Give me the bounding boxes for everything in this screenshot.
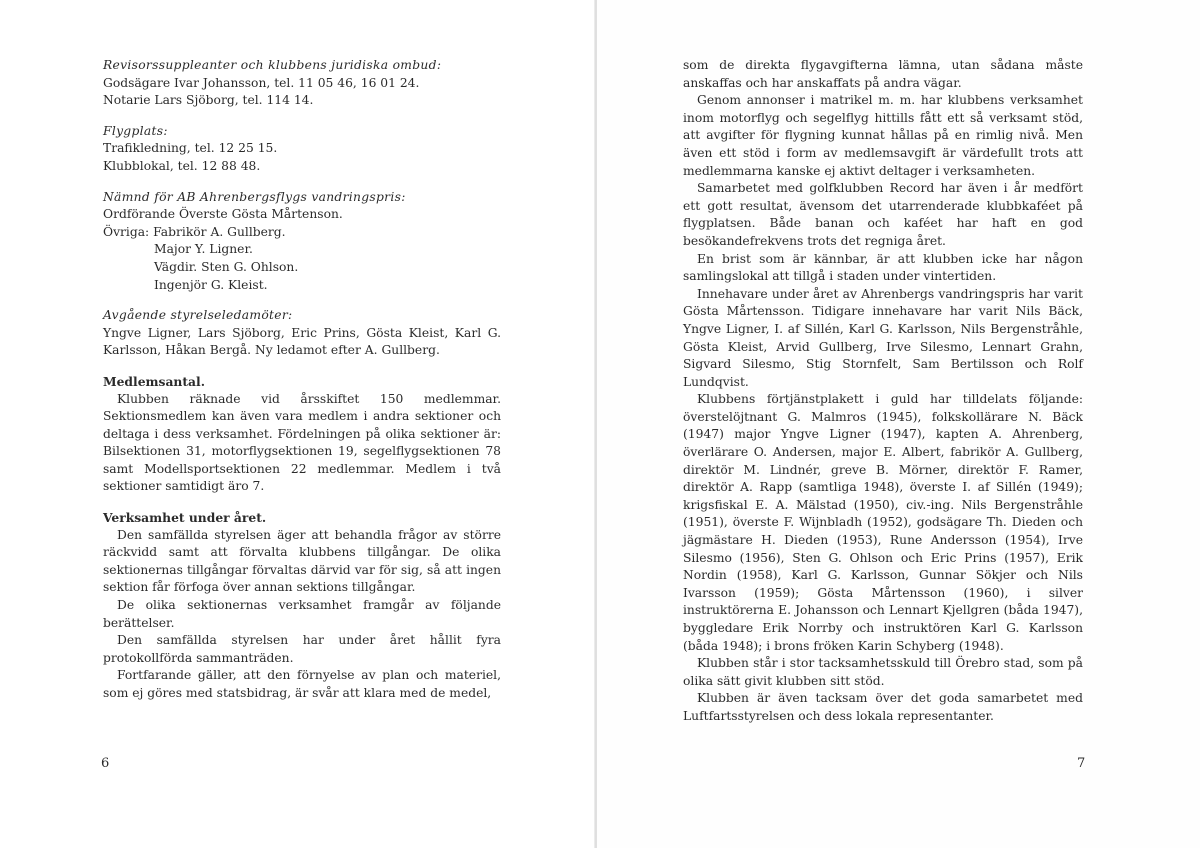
text-line: Ingenjör G. Kleist.: [154, 277, 268, 292]
text-line: Klubblokal, tel. 12 88 48.: [103, 158, 261, 173]
section-namnd: [103, 189, 501, 295]
text-line: Major Y. Ligner.: [154, 242, 253, 257]
left-page: [0, 0, 597, 848]
others-label: Övriga:: [103, 224, 150, 239]
section-verksamhet: [103, 509, 501, 703]
text-line: Ordförande Överste Gösta Mårtenson.: [103, 207, 343, 222]
section-heading: Avgående styrelseledamöter:: [103, 308, 293, 323]
paragraph: Klubbens förtjänstplakett i guld har tilldelats följande: överstelöjtnant G. Malmros (1945), folkskollärare N. Bäck (1947) major Yngve Ligner (1947), kapten A. Ahrenberg, överlärare O. Andersen, major E. Albert, fabrikör A. Gullberg, direktör M. Lindnér, greve B. Mörner, direktör F. Ramer, direktör A. Rapp (samtliga 1948), överste I. af Sillén (1949); krigsfiskal E. A. Mälstad (1950), civ.-ing. Nils Bergenstråhle (1951), överste F. Wijnbladh (1952), godsägare Th. Dieden och jägmästare H. Dieden (1953), Rune Andersson (1954), Irve Silesmo (1956), Sten G. Ohlson och Eric Prins (1957), Erik Nordin (1958), Karl G. Karlsson, Gunnar Sökjer och Nils Ivarsson (1959); Gösta Mårtensson (1960), i silver instruktörerna E. Johansson och Lennart Kjellgren (båda 1947), byggledare Erik Norrby och instruktören Karl G. Karlsson (båda 1948); i brons fröken Karin Schyberg (1948).: [683, 392, 1083, 653]
section-heading: Flygplats:: [103, 123, 168, 138]
text-line: Trafikledning, tel. 12 25 15.: [103, 141, 278, 156]
paragraph: Fortfarande gäller, att den förnyelse av plan och materiel, som ej göres med statsbidrag, är svår att klara med de medel,: [103, 668, 501, 700]
paragraph: De olika sektionernas verksamhet framgår av följande berättelser.: [103, 598, 501, 630]
text-line: Vägdir. Sten G. Ohlson.: [154, 259, 299, 274]
paragraph: En brist som är kännbar, är att klubben icke har någon samlingslokal att tillgå i staden under vintertiden.: [683, 251, 1083, 284]
section-avgaende: [103, 307, 501, 360]
paragraph: Klubben är även tacksam över det goda samarbetet med Luftfartsstyrelsen och dess lokala representanter.: [683, 691, 1083, 723]
text-line: [103, 224, 501, 242]
section-medlemsantal: [103, 373, 501, 496]
right-page-column: [683, 57, 1083, 726]
text-line: Fabrikör A. Gullberg.: [153, 224, 286, 239]
paragraph: Samarbetet med golfklubben Record har även i år medfört ett gott resultat, ävensom det utarrenderade klubbkaféet på flygplatsen. Både banan och kaféet har haft en god besökandefrekvens trots det regniga året.: [683, 181, 1083, 248]
paragraph: Yngve Ligner, Lars Sjöborg, Eric Prins, Gösta Kleist, Karl G. Karlsson, Håkan Bergå. Ny ledamot efter A. Gullberg.: [103, 325, 501, 358]
section-revisor: [103, 57, 501, 110]
paragraph: Innehavare under året av Ahrenbergs vandringspris har varit Gösta Mårtensson. Tidigare innehavare har varit Nils Bäck, Yngve Ligner, I. af Sillén, Karl G. Karlsson, Nils Bergenstråhle, Gösta Kleist, Arvid Gullberg, Irve Silesmo, Lennart Grahn, Sigvard Silesmo, Stig Stornfelt, Sam Bertilsson och Rolf Lundqvist.: [683, 286, 1083, 389]
section-heading: Revisorssuppleanter och klubbens juridiska ombud:: [103, 58, 442, 72]
paragraph: Den samfällda styrelsen äger att behandla frågor av större räckvidd samt att förvalta klubbens tillgångar. De olika sektionernas tillgångar förvaltas därvid var för sig, så att ingen sektion får förfoga över annan sektions tillgångar.: [103, 527, 501, 595]
page-number: 7: [1077, 756, 1086, 771]
section-flygplats: [103, 123, 501, 176]
paragraph: Den samfällda styrelsen har under året hållit fyra protokollförda sammanträden.: [103, 633, 501, 665]
left-page-column: [103, 57, 501, 716]
text-line: Godsägare Ivar Johansson, tel. 11 05 46, 16 01 24.: [103, 75, 420, 90]
right-page: [597, 0, 1200, 848]
page-number: 6: [101, 756, 110, 771]
paragraph: Genom annonser i matrikel m. m. har klubbens verksamhet inom motorflyg och segelflyg hittills fått ett så verksamt stöd, att avgifter för flygning kunnat hållas på en rimlig nivå. Men även ett stöd i form av medlemsavgift är värdefullt trots att medlemmarna kanske ej aktivt deltager i verksamheten.: [683, 93, 1083, 178]
section-heading: Medlemsantal.: [103, 373, 205, 389]
section-heading: Verksamhet under året.: [103, 510, 267, 526]
section-heading: Nämnd för AB Ahrenbergsflygs vandringspris:: [103, 189, 406, 204]
paragraph: som de direkta flygavgifterna lämna, utan sådana måste anskaffas och har anskaffats på andra vägar.: [683, 58, 1083, 90]
paragraph: Klubben står i stor tacksamhetsskuld till Örebro stad, som på olika sätt givit klubben sitt stöd.: [683, 656, 1083, 688]
paragraph: Klubben räknade vid årsskiftet 150 medlemmar. Sektionsmedlem kan även vara medlem i andra sektioner och deltaga i dess verksamhet. Fördelningen på olika sektioner är: Bilsektionen 31, motorflygsektionen 19, segelflygsektionen 78 samt Modellsportsektionen 22 medlemmar. Medlem i två sektioner samtidigt äro 7.: [103, 391, 501, 494]
text-line: Notarie Lars Sjöborg, tel. 114 14.: [103, 93, 314, 108]
